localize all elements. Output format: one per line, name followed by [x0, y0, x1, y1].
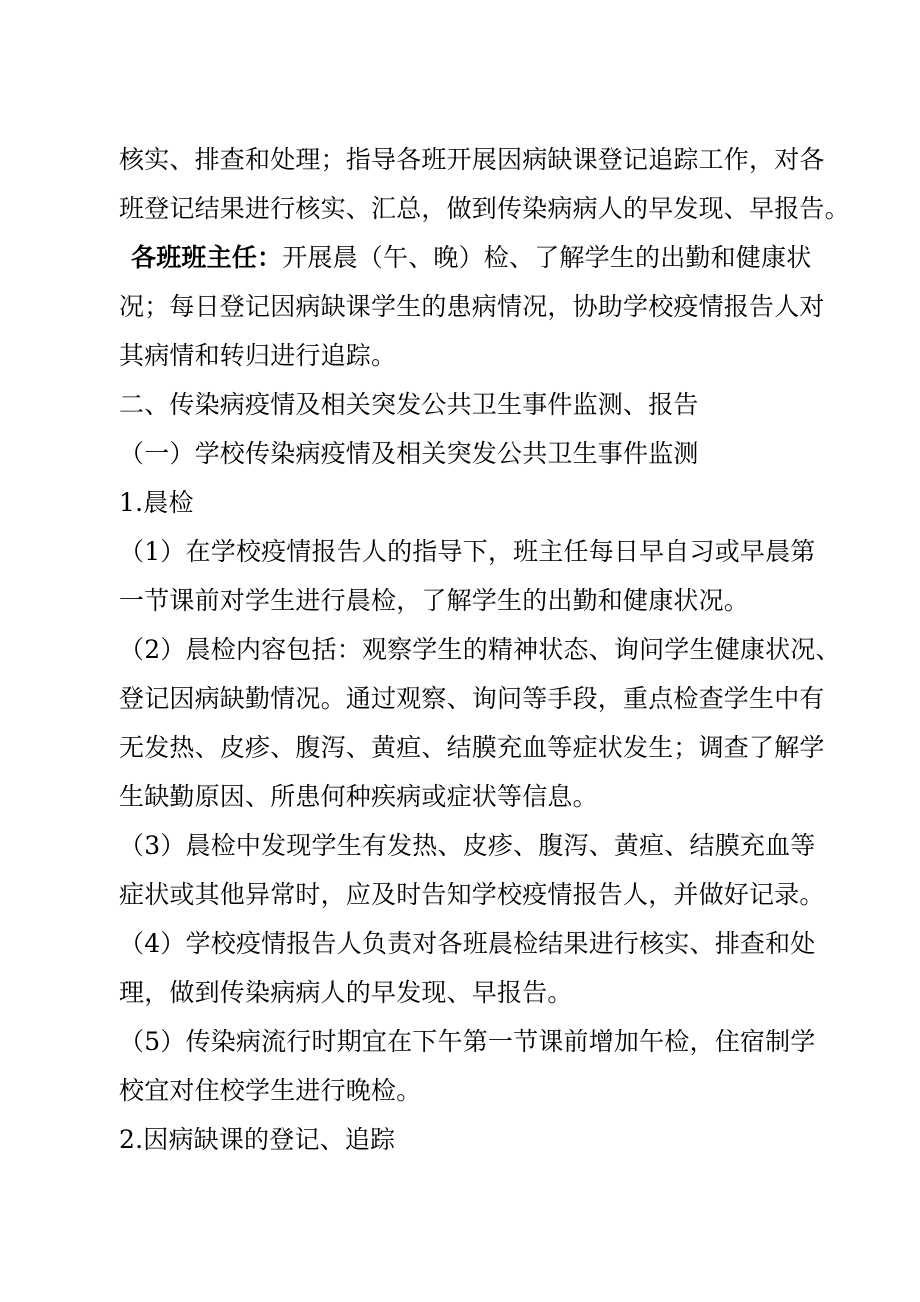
paragraph-line: 无发热、皮疹、腹泻、黄疸、结膜充血等症状发生；调查了解学 — [119, 733, 825, 762]
paragraph-line: 一节课前对学生进行晨检，了解学生的出勤和健康状况。 — [119, 586, 750, 615]
paragraph-line: （2）晨检内容包括：观察学生的精神状态、询问学生健康状况、 — [119, 635, 841, 664]
paragraph-line: 登记因病缺勤情况。通过观察、询问等手段，重点检查学生中有 — [119, 684, 825, 713]
paragraph-line: 其病情和转归进行追踪。 — [119, 341, 397, 370]
paragraph-line: 理，做到传染病病人的早发现、早报告。 — [119, 978, 573, 1007]
item-heading: 1.晨检 — [119, 488, 194, 517]
paragraph-line: 生缺勤原因、所患何种疾病或症状等信息。 — [119, 782, 598, 811]
paragraph-line: （5）传染病流行时期宜在下午第一节课前增加午检，住宿制学 — [119, 1027, 816, 1056]
paragraph-line: 核实、排查和处理；指导各班开展因病缺课登记追踪工作，对各 — [119, 145, 825, 174]
paragraph-text: 开展晨（午、晚）检、了解学生的出勤和健康状 — [282, 243, 812, 272]
paragraph-line: 校宜对住校学生进行晚检。 — [119, 1076, 422, 1105]
subsection-heading: （一）学校传染病疫情及相关突发公共卫生事件监测 — [119, 439, 699, 468]
class-teacher-duties-line — [131, 241, 831, 275]
section-heading: 二、传染病疫情及相关突发公共卫生事件监测、报告 — [119, 390, 699, 419]
paragraph-line: （4）学校疫情报告人负责对各班晨检结果进行核实、排查和处 — [119, 929, 816, 958]
paragraph-line: 况；每日登记因病缺课学生的患病情况，协助学校疫情报告人对 — [119, 292, 825, 321]
paragraph-line: 班登记结果进行核实、汇总，做到传染病病人的早发现、早报告。 — [119, 194, 850, 223]
paragraph-line: （3）晨检中发现学生有发热、皮疹、腹泻、黄疸、结膜充血等 — [119, 831, 816, 860]
item-heading: 2.因病缺课的登记、追踪 — [119, 1125, 396, 1154]
paragraph-line: （1）在学校疫情报告人的指导下，班主任每日早自习或早晨第 — [119, 537, 816, 566]
class-teacher-label: 各班班主任： — [131, 243, 283, 272]
paragraph-line: 症状或其他异常时，应及时告知学校疫情报告人，并做好记录。 — [119, 880, 825, 909]
